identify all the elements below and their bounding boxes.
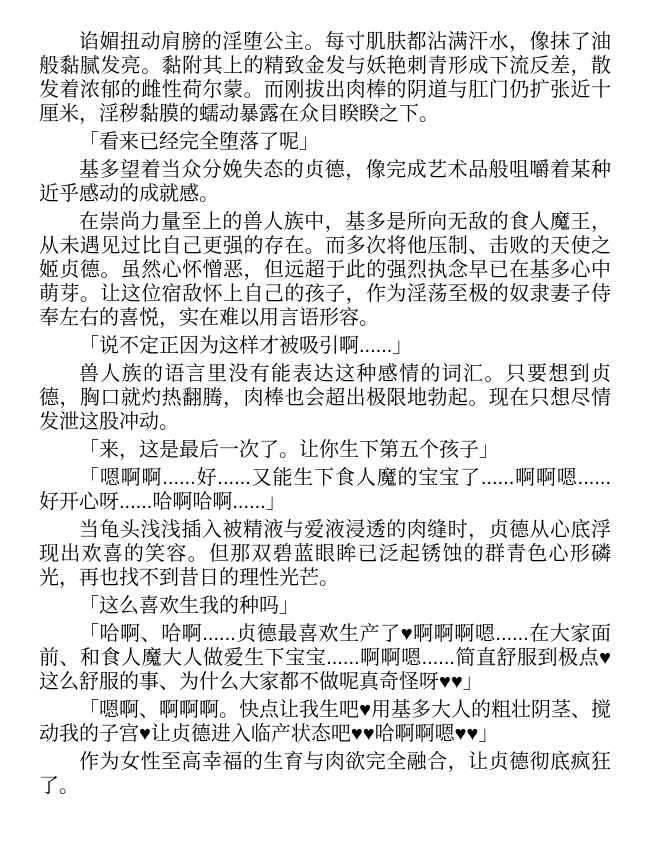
paragraph-narration-4: 兽人族的语言里没有能表达这种感情的词汇。只要想到贞德，胸口就灼热翻腾，肉棒也会超出极限地勃起。现在只想尽情发泄这股冲动。 (39, 363, 611, 433)
paragraph-dialogue-2: 「说不定正因为这样才被吸引啊......」 (79, 335, 413, 357)
paragraph-narration-1: 谄媚扭动肩膀的淫堕公主。每寸肌肤都沾满汗水，像抹了油般黏腻发亮。黏附其上的精致金发与妖艳刺青形成下流反差，散发着浓郁的雌性荷尔蒙。而刚拔出肉棒的阴道与肛门仍扩张近十厘米，淫秽黏膜的蠕动暴露在众目睽睽之下。 (39, 31, 611, 125)
paragraph-narration-2: 基多望着当众分娩失态的贞德，像完成艺术品般咀嚼着某种近乎感动的成就感。 (39, 159, 611, 205)
paragraph-dialogue-1: 「看来已经完全堕落了呢」 (79, 131, 319, 153)
paragraph-narration-5: 当龟头浅浅插入被精液与爱液浸透的肉缝时，贞德从心底浮现出欢喜的笑容。但那双碧蓝眼眸已泛起锈蚀的群青色心形磷光，再也找不到昔日的理性光芒。 (39, 519, 611, 589)
paragraph-narration-6: 作为女性至高幸福的生育与肉欲完全融合，让贞德彻底疯狂了。 (39, 751, 611, 797)
paragraph-narration-3: 在崇尚力量至上的兽人族中，基多是所向无敌的食人魔王，从未遇见过比自己更强的存在。而多次将他压制、击败的天使之姬贞德。虽然心怀憎恶，但远超于此的强烈执念早已在基多心中萌芽。让这位宿敌怀上自己的孩子，作为淫荡至极的奴隶妻子侍奉左右的喜悦，实在难以用言语形容。 (39, 211, 611, 329)
paragraph-dialogue-6: 「哈啊、哈啊......贞德最喜欢生产了♥啊啊啊嗯......在大家面前、和食人魔大人做爱生下宝宝......啊啊嗯......简直舒服到极点♥这么舒服的事、为什么大家都不做呢真奇怪呀♥♥」 (39, 623, 611, 693)
paragraph-dialogue-4: 「嗯啊啊......好......又能生下食人魔的宝宝了......啊啊嗯......好开心呀......哈啊哈啊......」 (39, 467, 611, 513)
paragraph-dialogue-7: 「嗯啊、啊啊啊。快点让我生吧♥用基多大人的粗壮阴茎、搅动我的子宫♥让贞德进入临产状态吧♥♥哈啊啊嗯♥♥」 (39, 699, 611, 745)
paragraph-dialogue-3: 「来，这是最后一次了。让你生下第五个孩子」 (79, 439, 499, 461)
paragraph-dialogue-5: 「这么喜欢生我的种吗」 (79, 595, 299, 617)
